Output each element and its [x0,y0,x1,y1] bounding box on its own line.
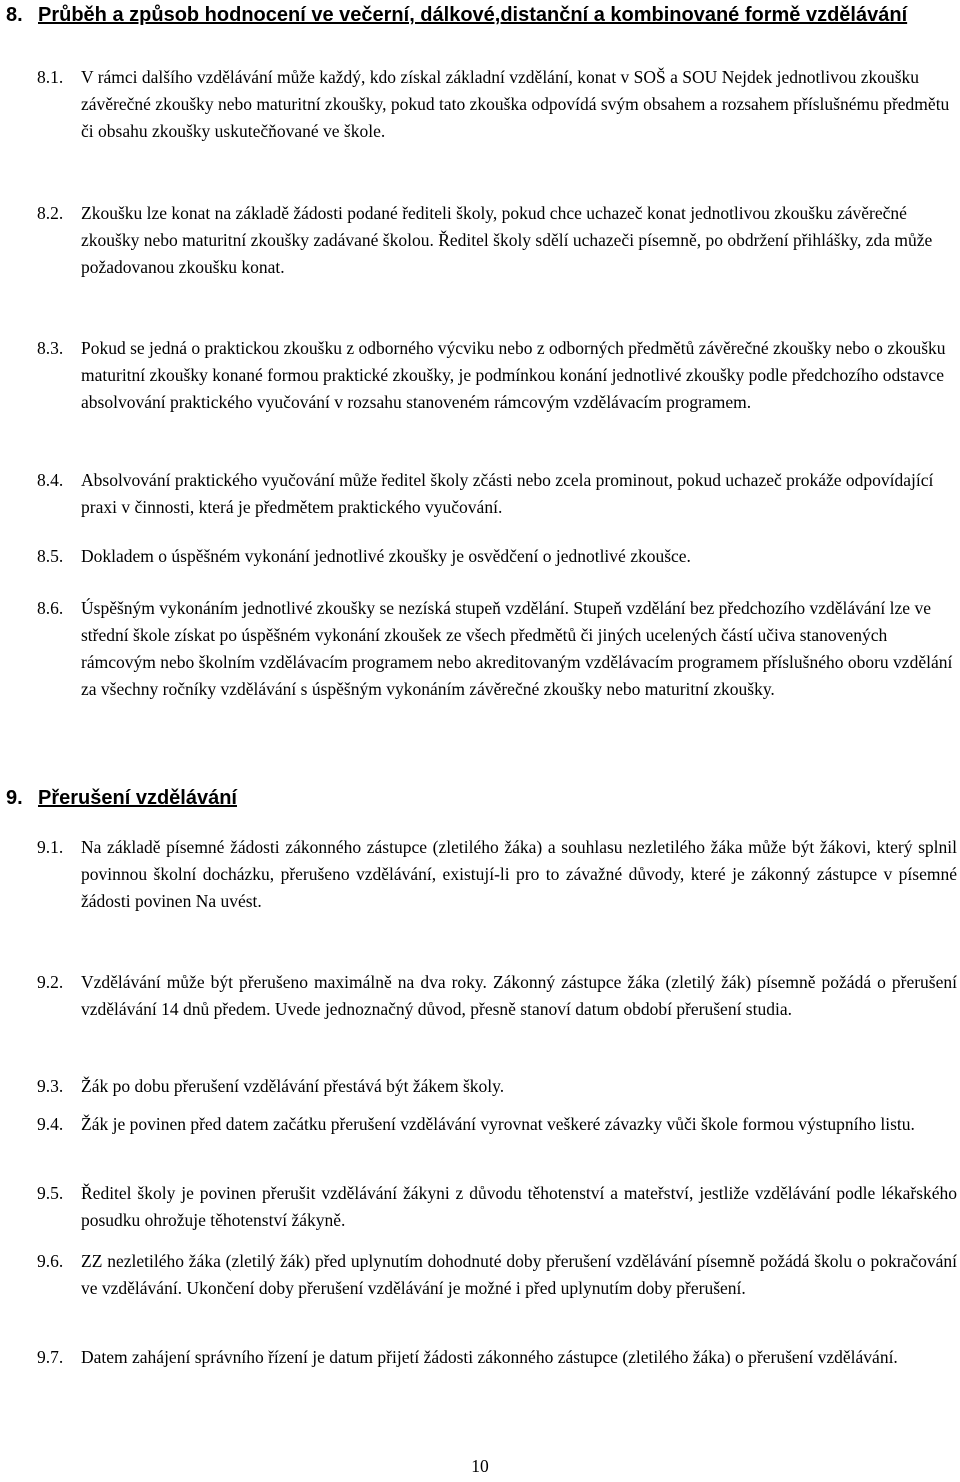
paragraph-text: Úspěšným vykonáním jednotlivé zkoušky se nezíská stupeň vzdělání. Stupeň vzdělání bez předchozího vzdělávání lze ve střední škole získat po úspěšném vykonání zkoušek ze všech předmětů či jiných ucelených částí učiva stanovených rámcovým nebo školním vzdělávacím programem nebo akreditovaným vzdělávacím programem příslušného oboru vzdělání za všechny ročníky vzdělávání s úspěšným vykonáním závěrečné zkoušky nebo maturitní zkoušky. [81,598,953,699]
paragraph-9-5 [37,1180,957,1234]
paragraph-9-6 [37,1248,957,1302]
section-title: Průběh a způsob hodnocení ve večerní, dálkové,distanční a kombinované formě vzdělávání [38,4,908,26]
paragraph-number: 9.1. [37,837,64,857]
section-number: 8. [6,4,23,26]
paragraph-text: Zkoušku lze konat na základě žádosti podané řediteli školy, pokud chce uchazeč konat jednotlivou zkoušku závěrečné zkoušky nebo maturitní zkoušky zadávané školou. Ředitel školy sdělí uchazeči písemně, po obdržení přihlášky, zda může požadovanou zkoušku konat. [81,203,933,277]
paragraph-text: Žák je povinen před datem začátku přerušení vzdělávání vyrovnat veškeré závazky vůči škole formou výstupního listu. [81,1114,915,1134]
paragraph-9-2 [37,969,957,1023]
paragraph-9-3 [37,1073,957,1100]
paragraph-number: 8.4. [37,470,64,490]
paragraph-number: 8.3. [37,338,64,358]
section-number: 9. [6,787,23,809]
paragraph-number: 9.3. [37,1076,64,1096]
paragraph-8-5 [37,543,957,570]
paragraph-number: 9.7. [37,1347,64,1367]
paragraph-8-3 [37,335,957,416]
paragraph-text: Žák po dobu přerušení vzdělávání přestává být žákem školy. [81,1076,505,1096]
paragraph-number: 8.5. [37,546,64,566]
paragraph-9-4 [37,1111,957,1138]
paragraph-number: 9.4. [37,1114,64,1134]
paragraph-text: Datem zahájení správního řízení je datum přijetí žádosti zákonného zástupce (zletilého žáka) o přerušení vzdělávání. [81,1347,898,1367]
page-number: 10 [471,1456,489,1476]
paragraph-number: 9.5. [37,1183,64,1203]
paragraph-text: Vzdělávání může být přerušeno maximálně na dva roky. Zákonný zástupce žáka (zletilý žák) písemně požádá o přerušení vzdělávání 14 dnů předem. Uvede jednoznačný důvod, přesně stanoví datum období přerušení studia. [81,972,957,1019]
section-8-heading [6,2,946,29]
paragraph-8-2 [37,200,957,281]
paragraph-text: ZZ nezletilého žáka (zletilý žák) před uplynutím dohodnuté doby přerušení vzdělávání písemně požádá školu o pokračování ve vzdělávání. Ukončení doby přerušení vzdělávání je možné i před uplynutím doby přerušení. [81,1251,957,1298]
paragraph-9-1 [37,834,957,915]
paragraph-number: 8.2. [37,203,64,223]
paragraph-8-4 [37,467,957,521]
paragraph-8-1 [37,64,957,145]
paragraph-text: Ředitel školy je povinen přerušit vzdělávání žákyni z důvodu těhotenství a mateřství, jestliže vzdělávání podle lékařského posudku ohrožuje těhotenství žákyně. [81,1183,957,1230]
paragraph-text: Absolvování praktického vyučování může ředitel školy zčásti nebo zcela prominout, pokud uchazeč prokáže odpovídající praxi v činnosti, která je předmětem praktického vyučování. [81,470,934,517]
paragraph-text: Dokladem o úspěšném vykonání jednotlivé zkoušky je osvědčení o jednotlivé zkoušce. [81,546,691,566]
paragraph-number: 9.2. [37,972,64,992]
paragraph-text: Pokud se jedná o praktickou zkoušku z odborného výcviku nebo z odborných předmětů závěrečné zkoušky nebo o zkoušku maturitní zkoušky konané formou praktické zkoušky, je podmínkou konání jednotlivé zkoušky podle předchozího odstavce absolvování praktického vyučování v rozsahu stanoveném rámcovým vzdělávacím programem. [81,338,946,412]
section-9-heading [6,785,237,812]
paragraph-number: 8.6. [37,598,64,618]
paragraph-text: V rámci dalšího vzdělávání může každý, kdo získal základní vzdělání, konat v SOŠ a SOU Nejdek jednotlivou zkoušku závěrečné zkoušky nebo maturitní zkoušky, pokud tato zkouška odpovídá svým obsahem a rozsahem příslušnému předmětu či obsahu zkoušky uskutečňované ve škole. [81,67,950,141]
paragraph-number: 8.1. [37,67,64,87]
paragraph-text: Na základě písemné žádosti zákonného zástupce (zletilého žáka) a souhlasu nezletilého žáka může být žákovi, který splnil povinnou školní docházku, přerušeno vzdělávání, existují-li pro to závažné důvody, které je zákonný zástupce v písemné žádosti povinen Na uvést. [81,837,957,911]
paragraph-8-6 [37,595,957,703]
paragraph-9-7 [37,1344,957,1371]
section-title: Přerušení vzdělávání [38,787,237,809]
paragraph-number: 9.6. [37,1251,64,1271]
